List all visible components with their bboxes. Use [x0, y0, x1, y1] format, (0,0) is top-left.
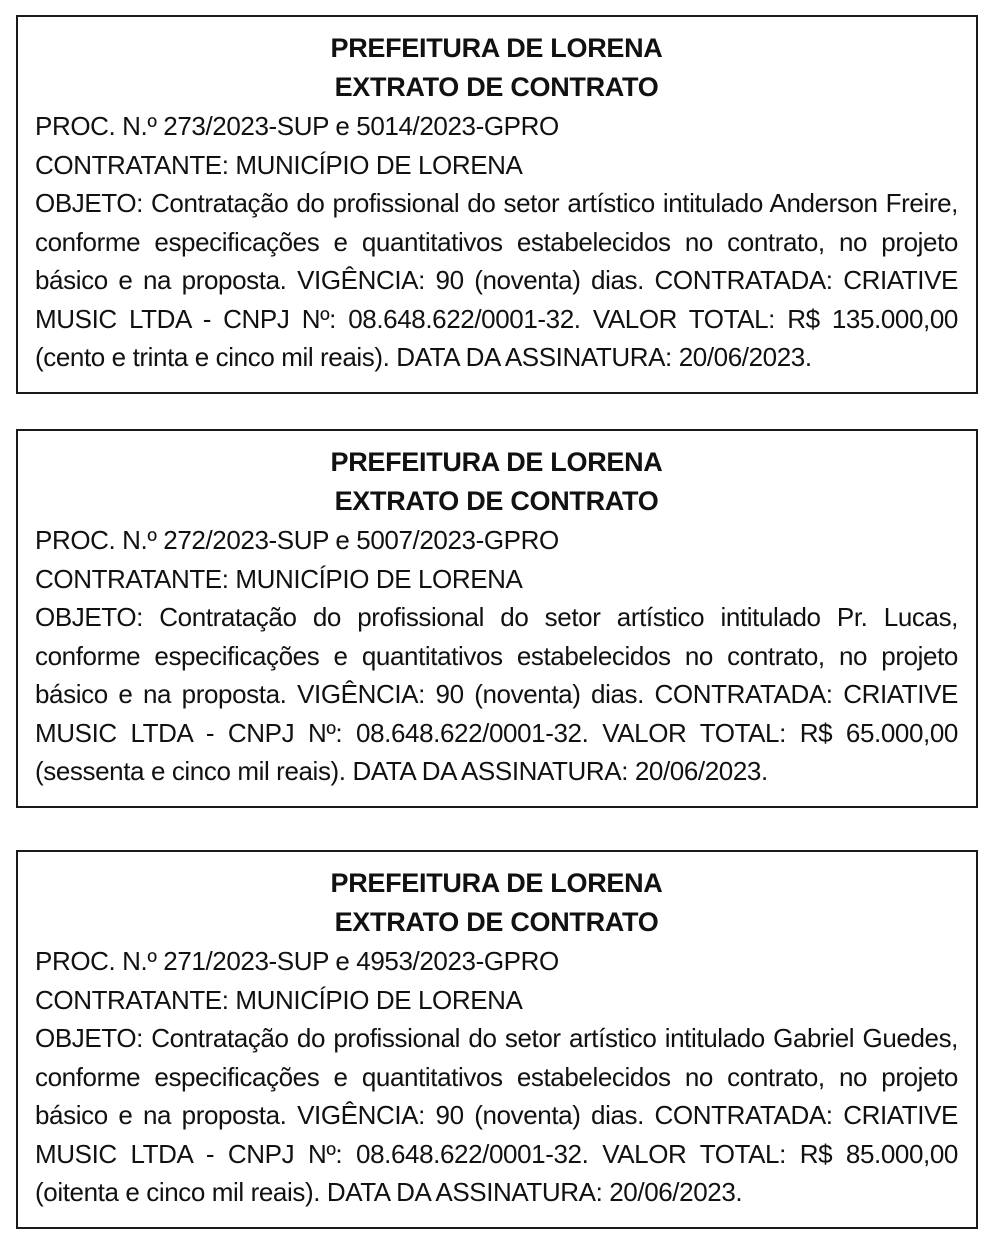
- object-line: conforme especificações e quantitativos estabelecidos no contrato, no projeto: [35, 226, 958, 257]
- notice-title: PREFEITURA DE LORENA: [330, 33, 663, 63]
- object-line: OBJETO: Contratação do profissional do setor artístico intitulado Pr. Lucas,: [35, 602, 958, 632]
- object-line: básico e na proposta. VIGÊNCIA: 90 (noventa) dias. CONTRATADA: CRIATIVE: [35, 265, 958, 295]
- contracting-party: CONTRATANTE: MUNICÍPIO DE LORENA: [35, 563, 523, 594]
- notice-subtitle: EXTRATO DE CONTRATO: [334, 907, 659, 937]
- process-number: PROC. N.º 273/2023-SUP e 5014/2023-GPRO: [35, 111, 559, 141]
- object-line: básico e na proposta. VIGÊNCIA: 90 (noventa) dias. CONTRATADA: CRIATIVE: [35, 679, 958, 709]
- notice-title: PREFEITURA DE LORENA: [330, 868, 663, 898]
- object-line: MUSIC LTDA - CNPJ Nº: 08.648.622/0001-32. VALOR TOTAL: R$ 65.000,00: [35, 717, 958, 748]
- object-line: conforme especificações e quantitativos estabelecidos no contrato, no projeto: [35, 1061, 958, 1092]
- contracting-party: CONTRATANTE: MUNICÍPIO DE LORENA: [35, 984, 523, 1015]
- contract-object: [35, 1019, 958, 1212]
- object-line: conforme especificações e quantitativos estabelecidos no contrato, no projeto: [35, 640, 958, 671]
- contract-object: [35, 598, 958, 791]
- object-line: (cento e trinta e cinco mil reais). DATA DA ASSINATURA: 20/06/2023.: [35, 342, 812, 372]
- contract-object: [35, 184, 958, 377]
- notice-title: PREFEITURA DE LORENA: [330, 447, 663, 477]
- contract-notice-2: [16, 429, 978, 808]
- notice-subtitle: EXTRATO DE CONTRATO: [334, 72, 659, 102]
- object-line: (sessenta e cinco mil reais). DATA DA ASSINATURA: 20/06/2023.: [35, 756, 768, 786]
- object-line: básico e na proposta. VIGÊNCIA: 90 (noventa) dias. CONTRATADA: CRIATIVE: [35, 1100, 958, 1130]
- object-line: MUSIC LTDA - CNPJ Nº: 08.648.622/0001-32. VALOR TOTAL: R$ 135.000,00: [35, 303, 958, 334]
- object-line: OBJETO: Contratação do profissional do setor artístico intitulado Gabriel Guedes,: [35, 1023, 958, 1053]
- object-line: (oitenta e cinco mil reais). DATA DA ASSINATURA: 20/06/2023.: [35, 1177, 743, 1207]
- object-line: OBJETO: Contratação do profissional do setor artístico intitulado Anderson Freire,: [35, 188, 958, 218]
- process-number: PROC. N.º 271/2023-SUP e 4953/2023-GPRO: [35, 946, 559, 976]
- object-line: MUSIC LTDA - CNPJ Nº: 08.648.622/0001-32. VALOR TOTAL: R$ 85.000,00: [35, 1138, 958, 1169]
- contract-notice-3: [16, 850, 978, 1229]
- notice-subtitle: EXTRATO DE CONTRATO: [334, 486, 659, 516]
- contracting-party: CONTRATANTE: MUNICÍPIO DE LORENA: [35, 149, 523, 180]
- process-number: PROC. N.º 272/2023-SUP e 5007/2023-GPRO: [35, 525, 559, 555]
- contract-notice-1: [16, 15, 978, 394]
